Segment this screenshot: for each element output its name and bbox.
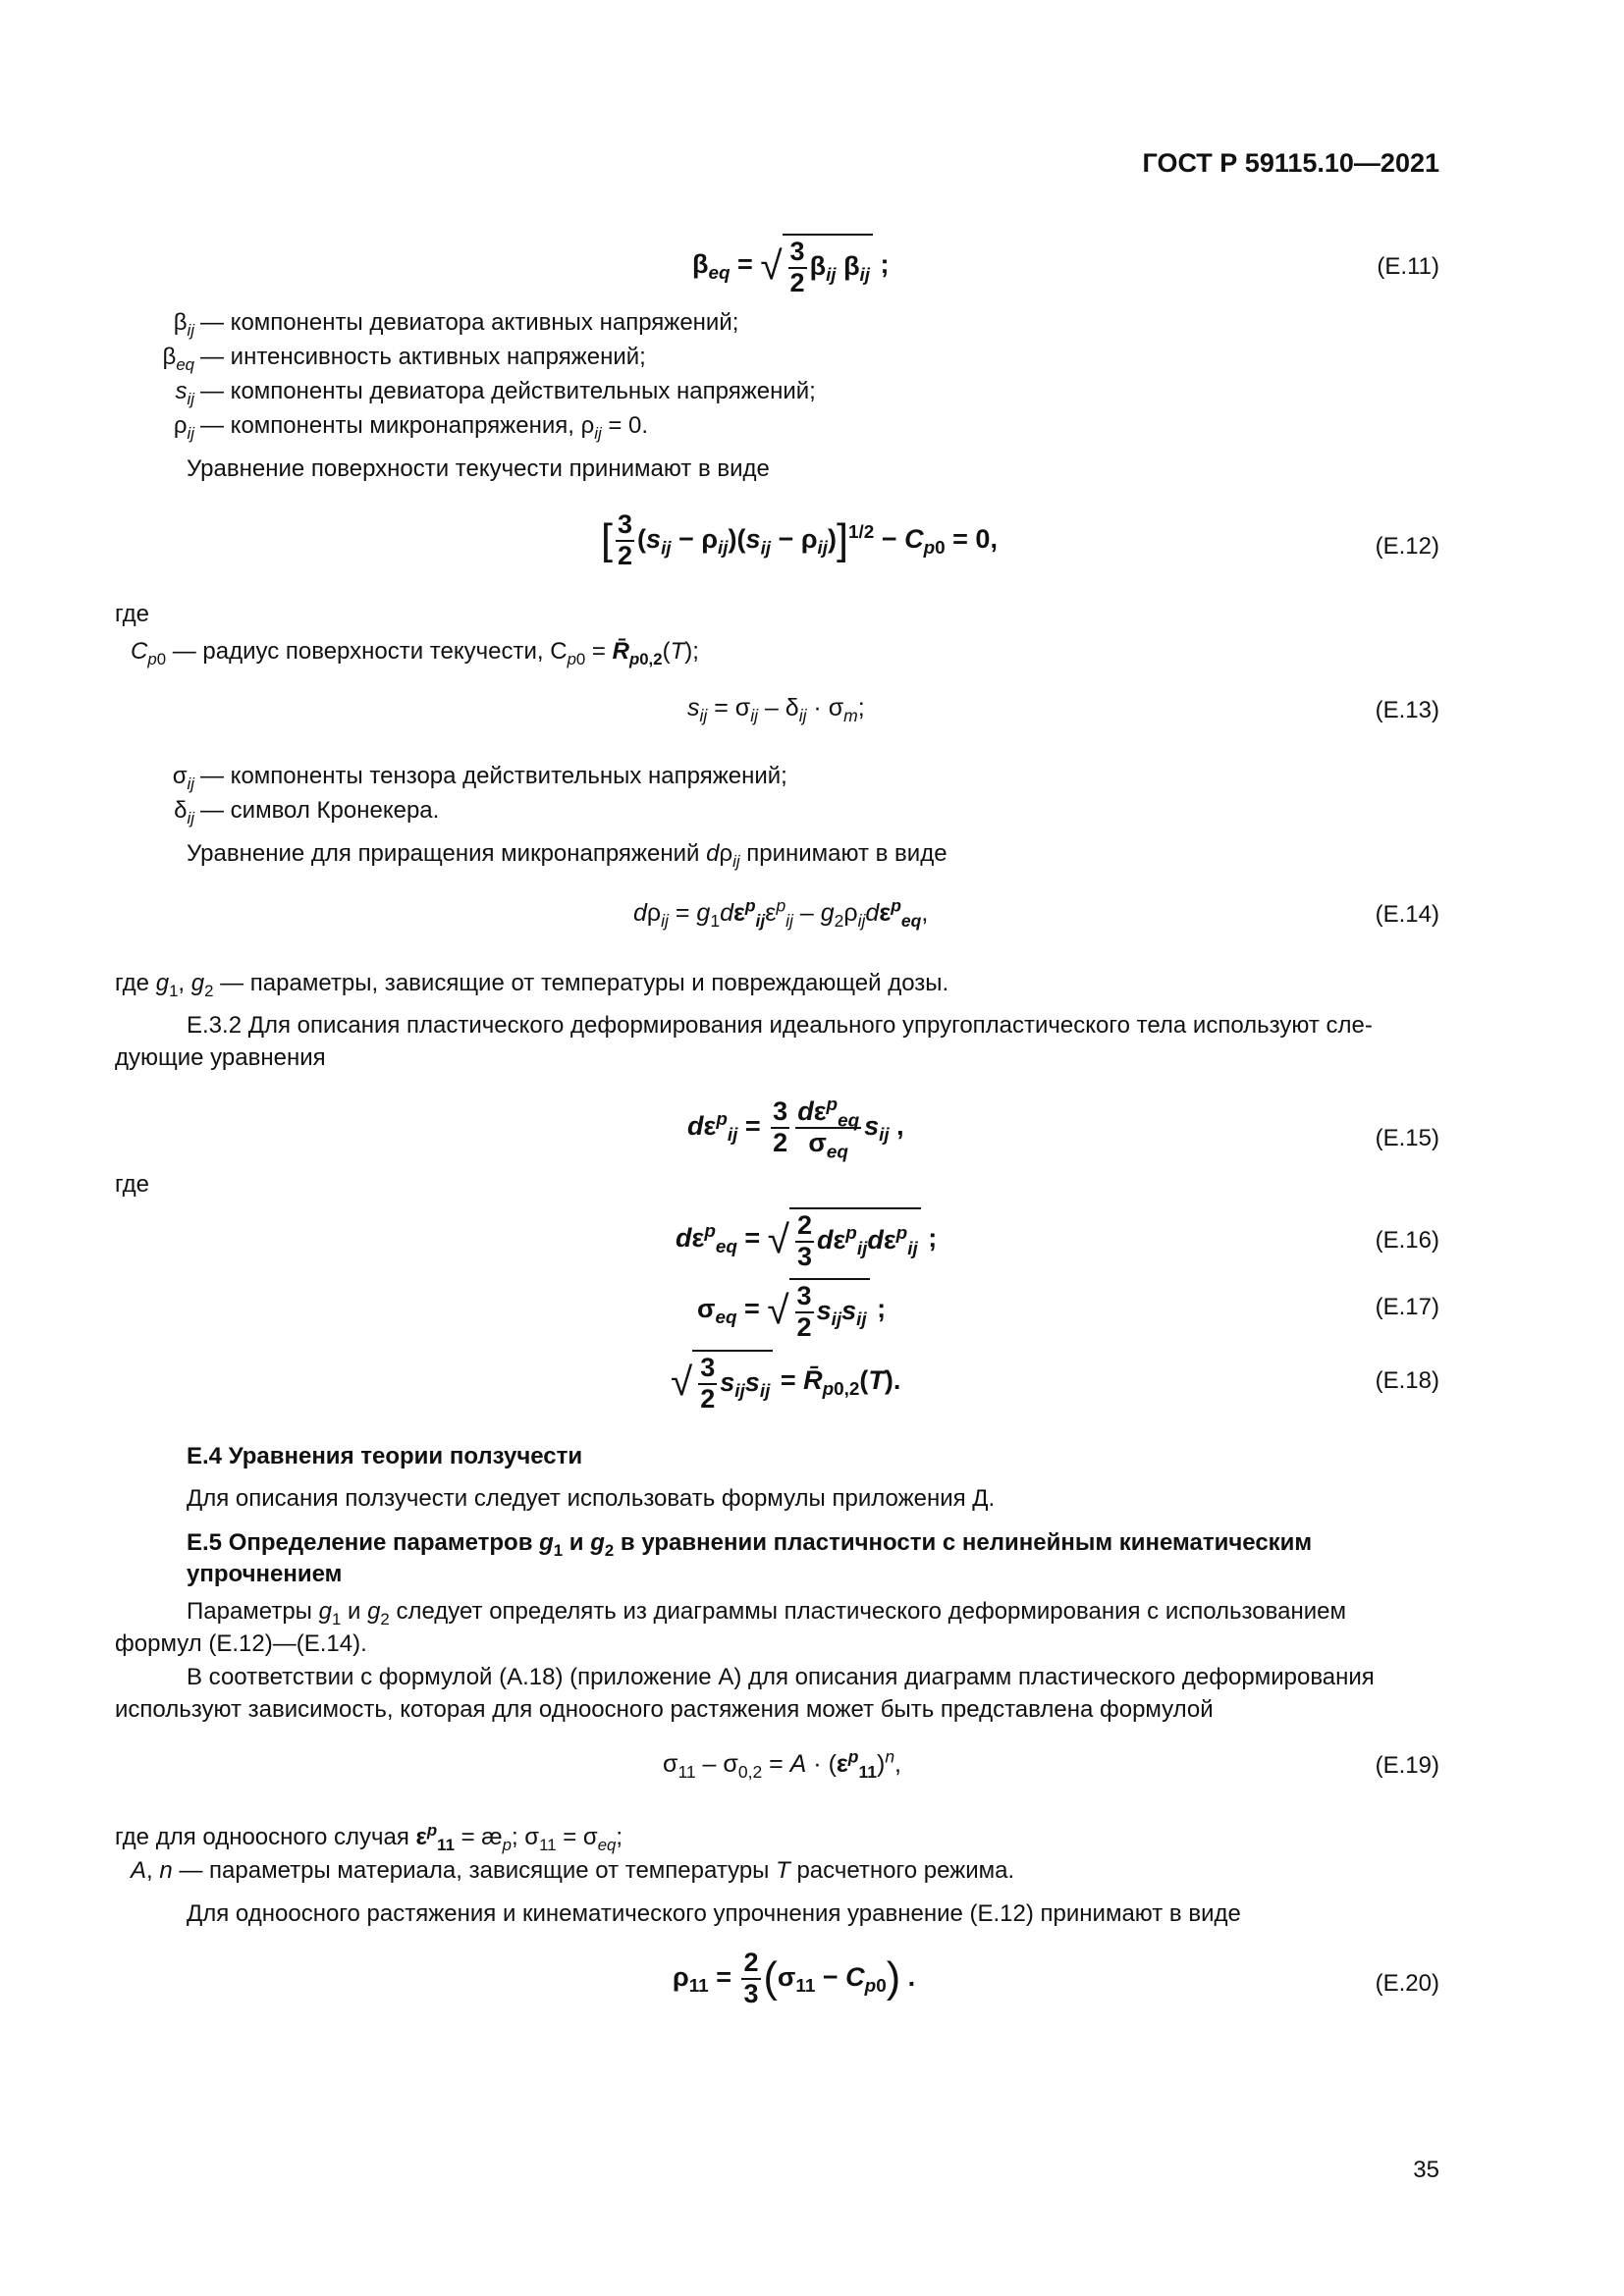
definition-beta-eq: $\beta_{eq}$ — интенсивность активных напряжений; xyxy=(162,344,646,374)
paragraph: Уравнение для приращения микронапряжений $d\rho_{ij}$ принимают в виде xyxy=(187,840,947,871)
equation-number: (Е.16) xyxy=(1375,1227,1439,1254)
definition-cp0: $C_{p0}$ — радиус поверхности текучести, $С_{p0}$ = $R̄_{p0,2}(T)$; xyxy=(131,638,699,668)
equation-number: (Е.17) xyxy=(1375,1294,1439,1320)
definition-rho-ij: $\rho_{ij}$ — компоненты микронапряжения, $\rho_{ij} = 0$. xyxy=(173,412,649,443)
where-label: где xyxy=(115,601,150,627)
formula-e17: $\sigma_{eq}$ = √ $\frac{3}{2}$ $s_{ij}s_{ij}$ ; xyxy=(697,1278,886,1342)
formula-e15: $d\varepsilon^p_{ij}$ = $\frac{3}{2}$ $\frac{d\varepsilon^p_{eq}}{\sigma_{eq}}$ $s_{ij}$ , xyxy=(687,1095,904,1163)
formula-e19: $\sigma_{11} - \sigma_{0,2} = A \cdot (\varepsilon^p_{11})^n$, xyxy=(663,1746,901,1782)
definition-uniaxial: где для одноосного случая $\varepsilon^p_{11}$ = $æ_p$; $\sigma_{11} = \sigma_{eq}$; xyxy=(115,1821,623,1854)
paragraph: Для описания ползучести следует использовать формулы приложения Д. xyxy=(187,1485,996,1512)
equation-number: (Е.12) xyxy=(1375,533,1439,560)
equation-number: (Е.15) xyxy=(1375,1125,1439,1151)
equation-number: (Е.11) xyxy=(1377,253,1439,280)
definition-s-ij: $s_{ij}$ — компоненты девиатора действительных напряжений; xyxy=(175,378,816,408)
definition-a-n: A, n — параметры материала, зависящие от температуры T расчетного режима. xyxy=(131,1857,1015,1884)
formula-e16: $d\varepsilon^p_{eq}$ = √ $\frac{2}{3}$ $d\varepsilon^p_{ij}d\varepsilon^p_{ij}$ ; xyxy=(676,1207,937,1271)
paragraph: Уравнение поверхности текучести принимают в виде xyxy=(187,455,770,482)
paragraph: используют зависимость, которая для одноосного растяжения может быть представлена формулой xyxy=(115,1696,1214,1723)
definition-beta-ij: $\beta_{ij}$ — компоненты девиатора активных напряжений; xyxy=(173,309,739,340)
formula-e12: [ $\frac{3}{2}$ $(s_{ij} - \rho_{ij})(s_{ij} - \rho_{ij})]^{1/2} - C_{p0} = 0$, xyxy=(601,509,998,570)
section-heading-e5: Е.5 Определение параметров $g_1$ и $g_2$ в уравнении пластичности с нелинейным кинематическим xyxy=(187,1529,1313,1560)
formula-e20: $\rho_{11}$ = $\frac{2}{3}$ $(\sigma_{11} - C_{p0})$ . xyxy=(673,1948,916,2008)
equation-number: (Е.13) xyxy=(1375,697,1439,723)
paragraph: В соответствии с формулой (А.18) (приложение А) для описания диаграмм пластического деформирования xyxy=(187,1664,1375,1690)
formula-e14: $d\rho_{ij} = g_1d\varepsilon^p_{ij}\varepsilon^p_{ij} - g_2\rho_{ij}d\varepsilon^p_{eq}$, xyxy=(633,895,929,931)
definition-g-params: где $g_1$, $g_2$ — параметры, зависящие от температуры и повреждающей дозы. xyxy=(115,970,949,1000)
section-heading-e5-cont: упрочнением xyxy=(187,1561,343,1587)
formula-e18: √ $\frac{3}{2}$ $s_{ij}s_{ij}$ = $R̄_{p0,2}(T)$. xyxy=(671,1350,900,1414)
section-heading-e4: Е.4 Уравнения теории ползучести xyxy=(187,1443,583,1469)
formula-e11: $\beta_{eq}$ = √ $\frac{3}{2}$ $\beta_{ij}$ $\beta_{ij}$ ; xyxy=(692,234,890,297)
paragraph: дующие уравнения xyxy=(115,1044,326,1071)
formula-e13: $s_{ij} = \sigma_{ij} - \delta_{ij} \cdot \sigma_m$; xyxy=(687,694,865,725)
equation-number: (Е.18) xyxy=(1375,1367,1439,1394)
equation-number: (Е.14) xyxy=(1375,901,1439,928)
paragraph: формул (Е.12)—(Е.14). xyxy=(115,1630,367,1657)
equation-number: (Е.19) xyxy=(1375,1752,1439,1779)
where-label: где xyxy=(115,1171,150,1198)
document-code: ГОСТ Р 59115.10—2021 xyxy=(1142,148,1439,178)
definition-sigma-ij: $\sigma_{ij}$ — компоненты тензора действительных напряжений; xyxy=(172,763,787,793)
definition-delta-ij: $\delta_{ij}$ — символ Кронекера. xyxy=(174,797,440,828)
paragraph: Е.3.2 Для описания пластического деформирования идеального упругопластического тела используют сле- xyxy=(187,1012,1373,1039)
paragraph: Для одноосного растяжения и кинематического упрочнения уравнение (Е.12) принимают в виде xyxy=(187,1900,1241,1927)
paragraph: Параметры $g_1$ и $g_2$ следует определять из диаграммы пластического деформирования с использованием xyxy=(187,1598,1346,1629)
equation-number: (Е.20) xyxy=(1375,1970,1439,1997)
page-number: 35 xyxy=(1413,2157,1439,2183)
